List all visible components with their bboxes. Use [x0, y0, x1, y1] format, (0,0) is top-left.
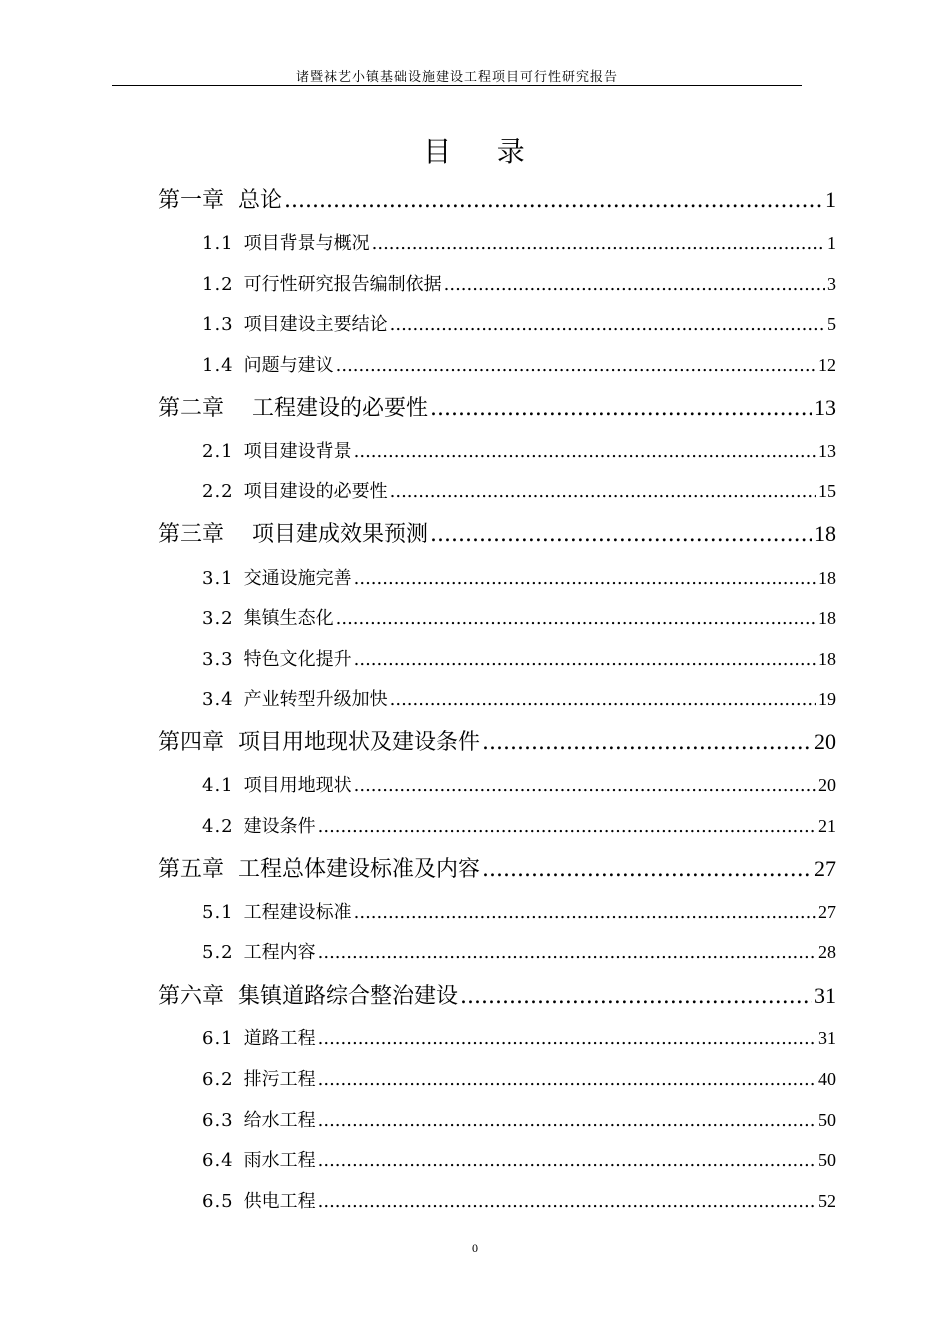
toc-entry-title: 项目用地现状及建设条件 — [238, 730, 481, 755]
toc-entry-number: 6.4 — [202, 1150, 234, 1171]
toc-entry-title: 项目用地现状 — [243, 775, 352, 796]
toc-section-entry[interactable] — [202, 685, 836, 711]
toc-entry-page: 50 — [818, 1110, 836, 1130]
toc-dot-leader — [430, 522, 812, 547]
running-header: 诸暨袜艺小镇基础设施建设工程项目可行性研究报告 — [295, 70, 618, 85]
toc-entry-title: 项目建设主要结论 — [243, 314, 388, 335]
toc-entry-number: 3.2 — [202, 608, 234, 629]
toc-entry-title: 产业转型升级加快 — [243, 689, 388, 710]
toc-entry-number: 第三章 — [158, 522, 225, 547]
toc-entry-page: 1 — [825, 187, 836, 212]
toc-entry-page: 27 — [814, 856, 836, 881]
toc-entry-number: 1.1 — [202, 233, 234, 254]
toc-entry-number: 第五章 — [158, 857, 225, 882]
toc-entry-page: 3 — [827, 274, 836, 294]
toc-entry-number: 2.2 — [202, 481, 234, 502]
toc-entry-page: 20 — [814, 729, 836, 754]
toc-section-entry[interactable] — [202, 564, 836, 590]
toc-chapter-entry[interactable] — [158, 979, 836, 1010]
toc-entry-page: 20 — [818, 775, 836, 795]
toc-chapter-entry[interactable] — [158, 517, 836, 548]
toc-dot-leader — [430, 396, 812, 421]
toc-entry-title: 集镇道路综合整治建设 — [238, 984, 459, 1009]
toc-dot-leader — [482, 857, 812, 882]
toc-entry-title: 道路工程 — [243, 1028, 316, 1049]
toc-entry-number: 6.5 — [202, 1191, 234, 1212]
toc-section-entry[interactable] — [202, 1024, 836, 1050]
toc-entry-number: 1.3 — [202, 314, 234, 335]
toc-entry-title: 排污工程 — [243, 1069, 316, 1090]
toc-dot-leader — [336, 355, 816, 376]
toc-chapter-entry[interactable] — [158, 725, 836, 756]
toc-entry-page: 1 — [827, 233, 836, 253]
toc-dot-leader — [354, 568, 816, 589]
toc-section-entry[interactable] — [202, 898, 836, 924]
toc-dot-leader — [354, 649, 816, 670]
toc-entry-page: 18 — [814, 521, 836, 546]
toc-entry-number: 第一章 — [158, 188, 225, 213]
toc-entry-title: 工程建设的必要性 — [238, 396, 429, 421]
toc-entry-page: 31 — [818, 1028, 836, 1048]
toc-dot-leader — [354, 775, 816, 796]
toc-dot-leader — [444, 274, 825, 295]
toc-section-entry[interactable] — [202, 1146, 836, 1172]
toc-entry-title: 项目建设背景 — [243, 441, 352, 462]
toc-section-entry[interactable] — [202, 1106, 836, 1132]
toc-entry-title: 项目建成效果预测 — [238, 522, 429, 547]
toc-dot-leader — [318, 816, 816, 837]
toc-entry-number: 5.1 — [202, 902, 234, 923]
toc-section-entry[interactable] — [202, 812, 836, 838]
toc-entry-title: 项目建设的必要性 — [243, 481, 388, 502]
toc-entry-page: 40 — [818, 1069, 836, 1089]
toc-entry-title: 建设条件 — [243, 816, 316, 837]
toc-entry-page: 13 — [818, 441, 836, 461]
toc-entry-number: 第四章 — [158, 730, 225, 755]
toc-dot-leader — [354, 902, 816, 923]
header-rule — [112, 85, 802, 86]
toc-entry-page: 18 — [818, 568, 836, 588]
toc-chapter-entry[interactable] — [158, 391, 836, 422]
toc-entry-page: 31 — [814, 983, 836, 1008]
toc-dot-leader — [318, 942, 816, 963]
toc-dot-leader — [284, 188, 823, 213]
toc-entry-title: 交通设施完善 — [243, 568, 352, 589]
toc-dot-leader — [482, 730, 812, 755]
toc-entry-title: 工程内容 — [243, 942, 316, 963]
toc-entry-number: 3.1 — [202, 568, 234, 589]
toc-dot-leader — [390, 314, 825, 335]
toc-entry-page: 52 — [818, 1191, 836, 1211]
toc-section-entry[interactable] — [202, 1065, 836, 1091]
toc-entry-page: 5 — [827, 314, 836, 334]
toc-dot-leader — [460, 984, 812, 1009]
toc-chapter-entry[interactable] — [158, 183, 836, 214]
toc-entry-page: 27 — [818, 902, 836, 922]
toc-entry-page: 19 — [818, 689, 836, 709]
toc-entry-page: 13 — [814, 395, 836, 420]
toc-entry-number: 6.2 — [202, 1069, 234, 1090]
toc-section-entry[interactable] — [202, 310, 836, 336]
toc-entry-title: 集镇生态化 — [243, 608, 334, 629]
toc-entry-page: 50 — [818, 1150, 836, 1170]
toc-section-entry[interactable] — [202, 270, 836, 296]
toc-dot-leader — [318, 1110, 816, 1131]
toc-dot-leader — [354, 441, 816, 462]
toc-dot-leader — [390, 481, 816, 502]
toc-dot-leader — [372, 233, 825, 254]
toc-entry-page: 15 — [818, 481, 836, 501]
toc-entry-title: 工程总体建设标准及内容 — [238, 857, 481, 882]
toc-entry-number: 6.1 — [202, 1028, 234, 1049]
toc-entry-page: 18 — [818, 608, 836, 628]
toc-entry-number: 3.4 — [202, 689, 234, 710]
toc-section-entry[interactable] — [202, 938, 836, 964]
toc-section-entry[interactable] — [202, 437, 836, 463]
toc-entry-title: 总论 — [238, 188, 283, 213]
toc-entry-number: 第六章 — [158, 984, 225, 1009]
toc-dot-leader — [318, 1191, 816, 1212]
toc-entry-number: 3.3 — [202, 649, 234, 670]
toc-entry-title: 问题与建议 — [243, 355, 334, 376]
toc-section-entry[interactable] — [202, 604, 836, 630]
toc-section-entry[interactable] — [202, 351, 836, 377]
toc-entry-title: 雨水工程 — [243, 1150, 316, 1171]
toc-entry-number: 1.2 — [202, 274, 234, 295]
toc-entry-title: 给水工程 — [243, 1110, 316, 1131]
toc-dot-leader — [318, 1150, 816, 1171]
toc-entry-number: 6.3 — [202, 1110, 234, 1131]
toc-section-entry[interactable] — [202, 477, 836, 503]
toc-entry-title: 特色文化提升 — [243, 649, 352, 670]
toc-entry-number: 1.4 — [202, 355, 234, 376]
toc-entry-page: 18 — [818, 649, 836, 669]
toc-section-entry[interactable] — [202, 771, 836, 797]
toc-entry-number: 第二章 — [158, 396, 225, 421]
toc-dot-leader — [336, 608, 816, 629]
toc-section-entry[interactable] — [202, 645, 836, 671]
toc-entry-number: 2.1 — [202, 441, 234, 462]
toc-entry-page: 28 — [818, 942, 836, 962]
toc-entry-number: 4.2 — [202, 816, 234, 837]
page-number: 0 — [472, 1241, 478, 1255]
toc-dot-leader — [390, 689, 816, 710]
toc-section-entry[interactable] — [202, 1187, 836, 1213]
toc-entry-page: 12 — [818, 355, 836, 375]
toc-entry-title: 可行性研究报告编制依据 — [243, 274, 442, 295]
toc-entry-page: 21 — [818, 816, 836, 836]
toc-entry-title: 供电工程 — [243, 1191, 316, 1212]
toc-entry-title: 工程建设标准 — [243, 902, 352, 923]
toc-entry-number: 4.1 — [202, 775, 234, 796]
toc-entry-title: 项目背景与概况 — [243, 233, 370, 254]
toc-entry-number: 5.2 — [202, 942, 234, 963]
toc-section-entry[interactable] — [202, 229, 836, 255]
toc-dot-leader — [318, 1028, 816, 1049]
toc-dot-leader — [318, 1069, 816, 1090]
toc-chapter-entry[interactable] — [158, 852, 836, 883]
toc-title: 目 录 — [423, 135, 527, 168]
